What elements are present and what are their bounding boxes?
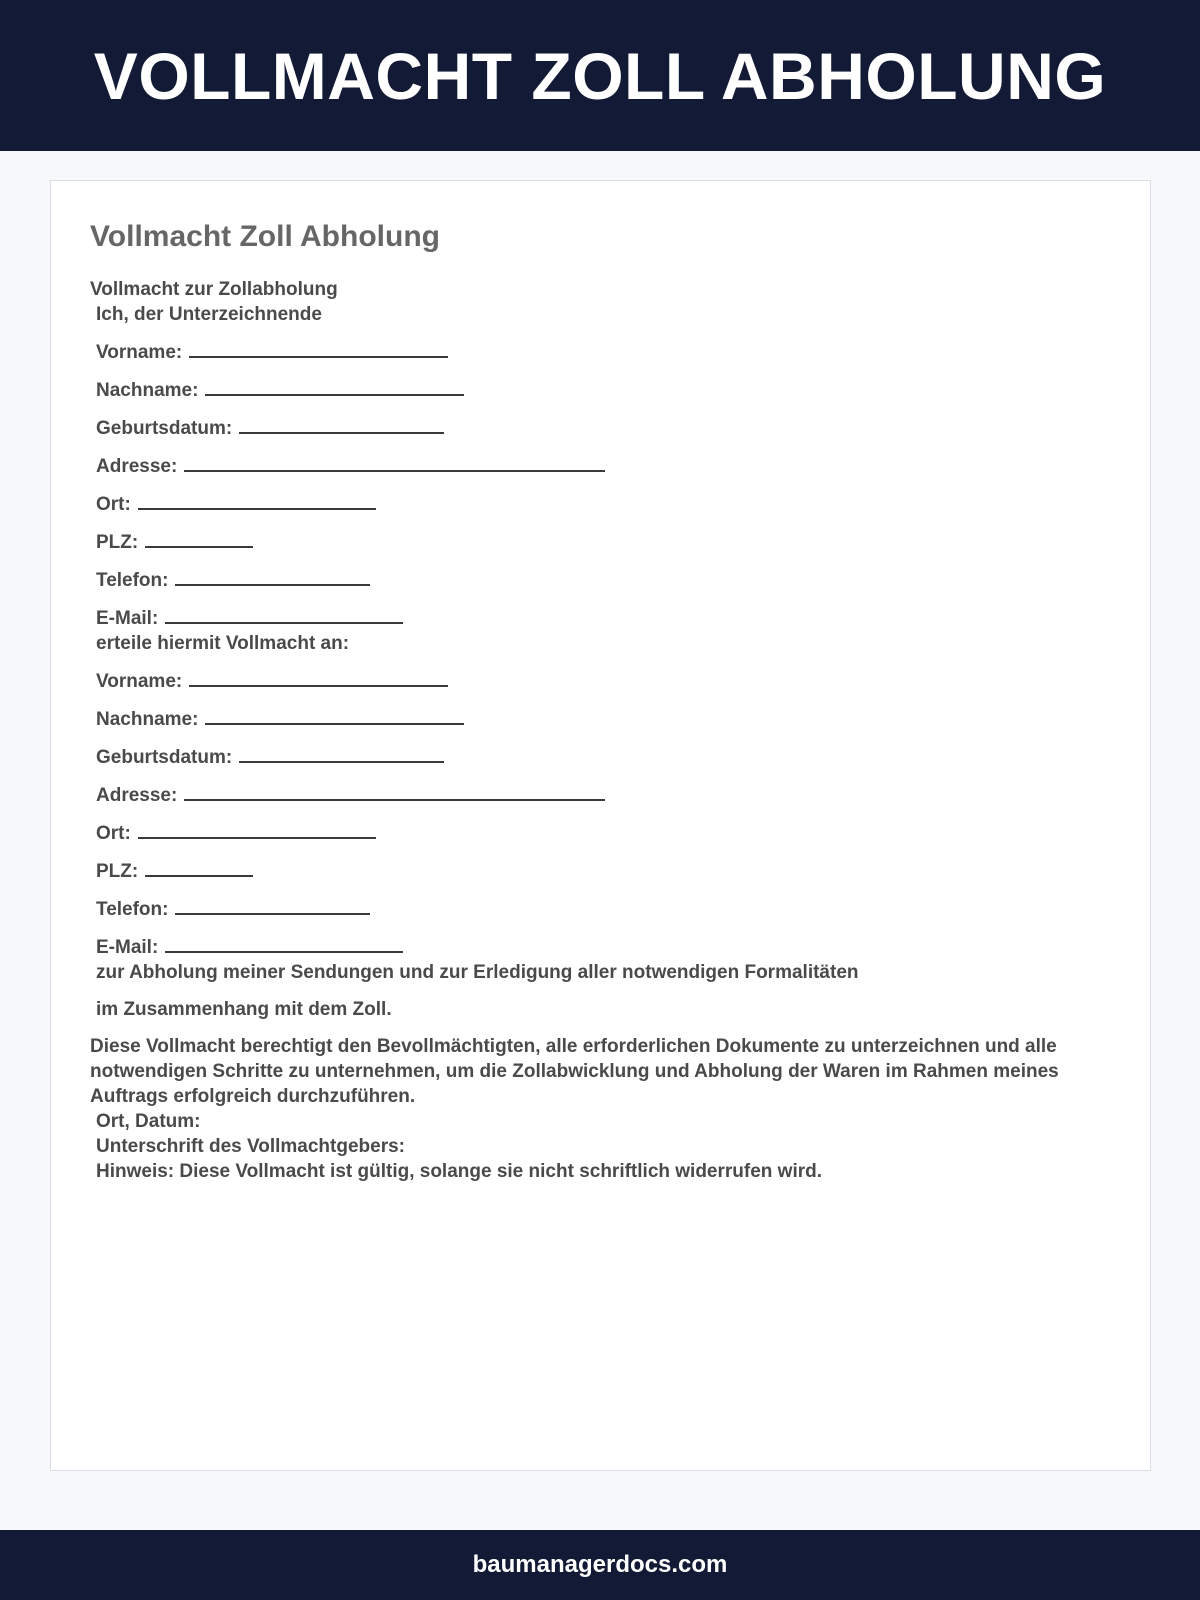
fill-in-line[interactable] [145, 858, 253, 877]
agent-nachname-field [90, 706, 1110, 732]
field-label: PLZ: [96, 532, 139, 553]
field-label: Vorname: [96, 671, 183, 692]
field-label: Nachname: [96, 709, 199, 730]
fill-in-line[interactable] [184, 453, 605, 472]
grantor-nachname-field [90, 377, 1110, 403]
field-label: E-Mail: [96, 937, 159, 958]
agent-ort-field [90, 820, 1110, 846]
field-label: Adresse: [96, 456, 178, 477]
field-label: Unterschrift des Vollmachtgebers: [96, 1136, 406, 1157]
fill-in-line[interactable] [145, 529, 253, 548]
fill-in-line[interactable] [205, 706, 464, 725]
intro-text: Ich, der Unterzeichnende [96, 304, 322, 325]
document-title: Vollmacht Zoll Abholung [90, 220, 440, 253]
fill-in-line[interactable] [189, 668, 448, 687]
document-content [90, 219, 1110, 1184]
field-label: Geburtsdatum: [96, 418, 233, 439]
fill-in-line[interactable] [138, 491, 376, 510]
purpose-line-2: im Zusammenhang mit dem Zoll. [96, 999, 392, 1020]
grantor-email-field [90, 605, 1110, 631]
fill-in-line[interactable] [184, 782, 605, 801]
fill-in-line[interactable] [239, 415, 444, 434]
field-label: Telefon: [96, 570, 169, 591]
field-label: Ort: [96, 494, 131, 515]
field-label: Geburtsdatum: [96, 747, 233, 768]
place-date-field [90, 1109, 1110, 1134]
grant-text: erteile hiermit Vollmacht an: [96, 633, 350, 654]
agent-geburtsdatum-field [90, 744, 1110, 770]
field-label: Adresse: [96, 785, 178, 806]
document-card [50, 180, 1151, 1471]
fill-in-line[interactable] [165, 605, 403, 624]
fill-in-line[interactable] [165, 934, 403, 953]
document-subtitle: Vollmacht zur Zollabholung [90, 279, 338, 300]
grantor-telefon-field [90, 567, 1110, 593]
field-label: Nachname: [96, 380, 199, 401]
grantor-geburtsdatum-field [90, 415, 1110, 441]
fill-in-line[interactable] [175, 567, 370, 586]
fill-in-line[interactable] [189, 339, 448, 358]
purpose-line-1: zur Abholung meiner Sendungen und zur Erledigung aller notwendigen Formalitäten [96, 962, 859, 983]
page-footer [0, 1530, 1200, 1600]
field-label: Telefon: [96, 899, 169, 920]
fill-in-line[interactable] [205, 377, 464, 396]
agent-plz-field [90, 858, 1110, 884]
agent-adresse-field [90, 782, 1110, 808]
footer-site: baumanagerdocs.com [472, 1551, 728, 1578]
field-label: Ort, Datum: [96, 1111, 201, 1132]
field-label: PLZ: [96, 861, 139, 882]
scope-paragraph: Diese Vollmacht berechtigt den Bevollmächtigten, alle erforderlichen Dokumente zu unterzeichnen und alle notwendigen Schritte zu unternehmen, um die Zollabwicklung und Abholung der Waren im Rahmen meines Auftrags erfolgreich durchzuführen. [90, 1036, 1059, 1107]
grantor-plz-field [90, 529, 1110, 555]
agent-telefon-field [90, 896, 1110, 922]
agent-vorname-field [90, 668, 1110, 694]
grantor-ort-field [90, 491, 1110, 517]
header-title: VOLLMACHT ZOLL ABHOLUNG [93, 38, 1107, 113]
agent-email-field [90, 934, 1110, 960]
fill-in-line[interactable] [239, 744, 444, 763]
field-label: Vorname: [96, 342, 183, 363]
grantor-adresse-field [90, 453, 1110, 479]
fill-in-line[interactable] [138, 820, 376, 839]
fill-in-line[interactable] [175, 896, 370, 915]
page-header [0, 0, 1200, 151]
field-label: Ort: [96, 823, 131, 844]
signature-field [90, 1134, 1110, 1159]
grantor-vorname-field [90, 339, 1110, 365]
field-label: E-Mail: [96, 608, 159, 629]
validity-note: Hinweis: Diese Vollmacht ist gültig, solange sie nicht schriftlich widerrufen wird. [96, 1161, 823, 1182]
